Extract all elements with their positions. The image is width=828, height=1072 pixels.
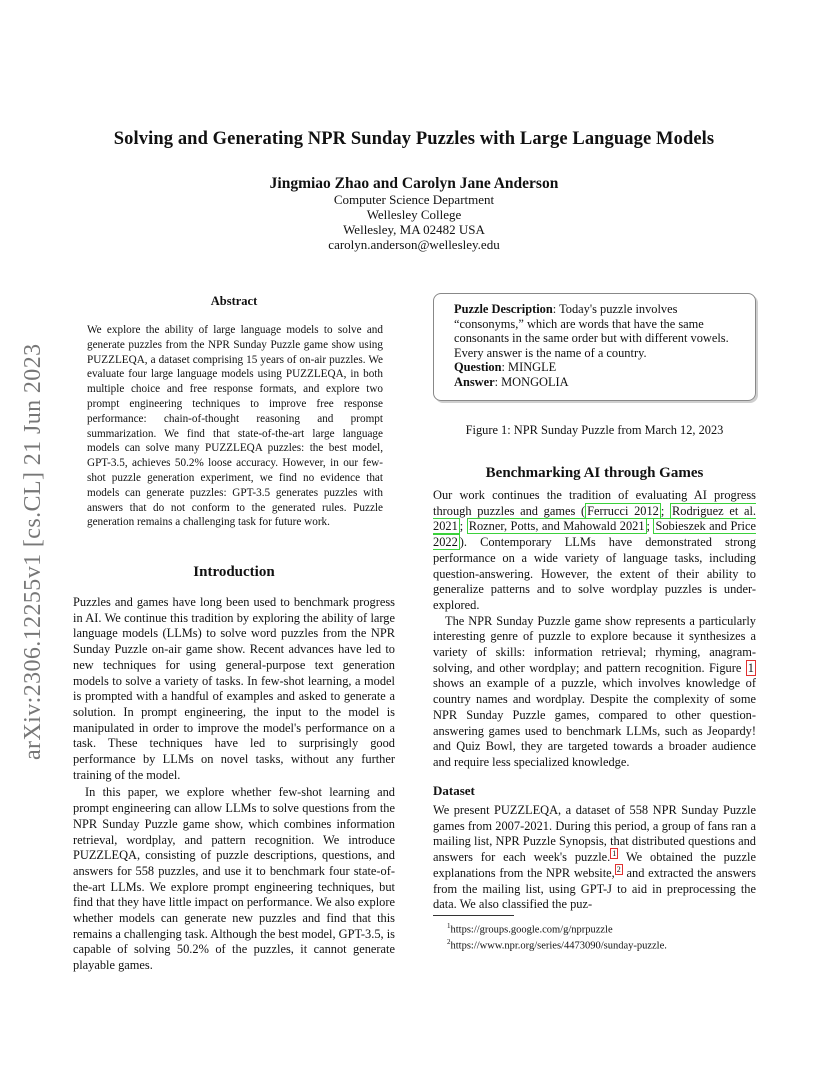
citation-link[interactable]: Ferrucci 2012: [587, 503, 659, 518]
arxiv-sidebar: [20, 300, 46, 760]
abstract-text: We explore the ability of large language models to solve and generate puzzles from the NPR Sunday Puzzle game show using PUZZLEQA, a dataset comprising 15 years of on-air puzzles. We evaluate four large language models using PUZZLEQA, in both multiple choice and free response formats, and explore two prompt engineering techniques to improve free response performance: chain-of-thought reasoning and prompt summarization. We find that state-of-the-art large language models can solve many PUZZLEQA puzzles: the best model, GPT-3.5, achieves 50.2% loose accuracy. However, in our few-shot puzzle generation experiment, we find no evidence that models can generate puzzles: GPT-3.5 generates puzzles with answers that do not conform to the generated rules. Puzzle generation remains a challenging task for future work.: [87, 324, 383, 529]
puzzle-question-label: Question: [454, 360, 502, 374]
benchmarking-paragraph-1: [433, 488, 756, 614]
footnote-1-number: 1: [447, 922, 451, 930]
figure-1-box: [433, 293, 756, 401]
abstract-heading: Abstract: [210, 294, 258, 308]
benchmarking-paragraph-2: [433, 614, 756, 771]
affiliation-email: carolyn.anderson@wellesley.edu: [328, 237, 500, 252]
puzzle-question-text: : MINGLE: [501, 360, 557, 374]
citation-link[interactable]: Sobieszek and Price 2022: [433, 519, 756, 550]
citation-separator: ;: [459, 519, 467, 534]
puzzle-answer: [454, 375, 743, 390]
figure-reference-link[interactable]: 1: [747, 660, 754, 675]
footnote-2-link[interactable]: 2: [616, 864, 621, 874]
puzzle-answer-text: : MONGOLIA: [494, 374, 569, 389]
citation-separator: ;: [660, 503, 671, 518]
citation-link[interactable]: Rozner, Potts, and Mahowald 2021: [468, 519, 645, 534]
affiliation-college: Wellesley College: [366, 207, 462, 222]
footnote-divider: [433, 915, 514, 916]
dataset-text: and extracted the answers from the mailing list, using GPT-J to aid in preprocessing the data. We also classified the puz-: [433, 866, 756, 912]
introduction-heading: Introduction: [193, 564, 275, 580]
puzzle-answer-label: Answer: [454, 374, 495, 389]
citation-separator: ;: [646, 519, 654, 534]
affiliation-dept: Computer Science Department: [333, 192, 495, 207]
footnote-1: [447, 922, 613, 936]
footnote-2: [447, 938, 667, 952]
footnote-2-url[interactable]: https://www.npr.org/series/4473090/sunday-puzzle.: [450, 940, 667, 952]
dataset-text: We obtained the puzzle explanations from the NPR website,: [433, 850, 756, 881]
paper-title: Solving and Generating NPR Sunday Puzzles with Large Language Models: [113, 129, 715, 149]
benchmarking-text: shows an example of a puzzle, which involves knowledge of country names and wordplay. Despite the complexity of some NPR Sunday Puzzle games, compared to other question-answering games used to benchmark LLMs, such as Jeopardy! and Quiz Bowl, they are targeted towards a broader audience and require less specialized knowledge.: [433, 676, 756, 769]
introduction-body: [73, 595, 395, 974]
puzzle-question: [454, 360, 743, 375]
dataset-heading: Dataset: [433, 783, 475, 798]
benchmarking-text: The NPR Sunday Puzzle game show represents a particularly interesting genre of puzzle to explore because it synthesizes a variety of skills: information retrieval; rhyming, anagram-solving, and other wordplay; and pattern recognition. Figure: [433, 613, 756, 675]
dataset-text: We present PUZZLEQA, a dataset of 558 NPR Sunday Puzzle games from 2007-2021. During this period, a group of fans ran a mailing list, NPR Puzzle Synopsis, that distributed questions and answers for each week's puzzle.: [433, 803, 756, 865]
arxiv-stamp: arXiv:2306.12255v1 [cs.CL] 21 Jun 2023: [20, 343, 46, 760]
affiliation: [0, 192, 828, 252]
footnote-2-number: 2: [447, 938, 451, 946]
paper-authors: Jingmiao Zhao and Carolyn Jane Anderson: [269, 175, 559, 192]
benchmarking-text: ). Contemporary LLMs have demonstrated strong performance on a wide variety of language tasks, including question-answering. However, the extent of their ability to generalize patterns and to solve wordplay puzzles is under-explored.: [433, 535, 756, 612]
figure-1-caption: Figure 1: NPR Sunday Puzzle from March 12, 2023: [465, 423, 724, 437]
citation-link[interactable]: Rodriguez et al. 2021: [433, 503, 756, 534]
puzzle-description-label: Puzzle Description: [454, 302, 553, 316]
dataset-paragraph-1: [433, 803, 756, 913]
footnote-1-url[interactable]: https://groups.google.com/g/nprpuzzle: [450, 924, 613, 936]
puzzle-description: [454, 302, 743, 360]
benchmarking-body: [433, 488, 756, 771]
introduction-paragraph-1: Puzzles and games have long been used to benchmark progress in AI. We continue this tradition by exploring the ability of large language models (LLMs) to solve word puzzles from the NPR Sunday Puzzle on-air game show. Recent advances have led to new techniques for using general-purpose text generation models to solve a variety of tasks. In few-shot learning, a model is prompted with a handful of examples and asked to generate a solution. In prompt engineering, the input to the model is manipulated in order to improve the model's performance on a task. These techniques have led to surprisingly good performance by LLMs on novel tasks, without any further training of the model.: [73, 595, 395, 782]
footnote-1-link[interactable]: 1: [612, 849, 617, 859]
introduction-paragraph-2: In this paper, we explore whether few-shot learning and prompt engineering can allow LLMs to solve questions from the NPR Sunday Puzzle game show, which combines information retrieval, wordplay, and pattern recognition. We introduce PUZZLEQA, consisting of puzzle descriptions, questions, and answers for 558 puzzles, and use it to benchmark four state-of-the-art LLMs. We explore prompt engineering techniques, but find that they have little impact on performance. We also explore whether models can generate new puzzles and find that this remains a challenging task. Although the best model, GPT-3.5, is capable of solving 50.2% of the puzzles, it cannot generate playable games.: [73, 785, 395, 973]
benchmarking-heading: Benchmarking AI through Games: [485, 465, 704, 481]
benchmarking-text: Our work continues the tradition of evaluating AI progress through puzzles and games (: [433, 488, 756, 518]
affiliation-address: Wellesley, MA 02482 USA: [343, 222, 485, 237]
dataset-body: [433, 803, 756, 913]
puzzle-description-text: : Today's puzzle involves “consonyms,” which are words that have the same consonants in the same order but with different vowels. Every answer is the name of a country.: [454, 302, 729, 360]
